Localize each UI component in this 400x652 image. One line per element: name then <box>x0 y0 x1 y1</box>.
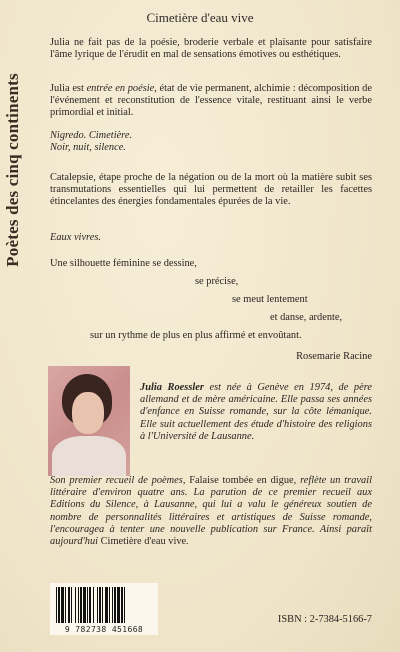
paragraph-3-line-2: Noir, nuit, silence. <box>50 142 126 154</box>
photo-body-shape <box>52 436 126 476</box>
paragraph-1: Julia ne fait pas de la poésie, broderie verbale et plaisante pour satisfaire l'âme lyrique de l'érudit en mal de sensations émotives ou esthétiques. <box>50 37 372 61</box>
paragraph-2-emphasis: entrée en poésie <box>86 83 155 94</box>
author-photo <box>48 366 130 476</box>
paragraph-4: Catalepsie, étape proche de la négation ou de la mort où la matière subit ses transmutations essentielles qui lui permettent de retailler les facettes étincelantes des énergies fondamentales épurées de la vie. <box>50 172 372 208</box>
photo-face-shape <box>72 392 104 434</box>
author-bio-2-middle: , reflète un travail littéraire d'environ quatre ans. La parution de ce premier recueil aux Editions du Silence, à Lausanne, qui lui a valu le généreux soutien de nombre de personnalités littéraires et artistiques de Suisse romande, l'encouragea à tenter une nouvelle publication sur France. Ainsi paraît aujourd'hui <box>50 475 372 548</box>
barcode <box>50 583 158 635</box>
author-name: Julia Roessler <box>140 382 204 393</box>
poem-line-2: se précise, <box>195 276 239 287</box>
paragraph-5: Eaux vivres. <box>50 232 101 243</box>
book-title: Cimetière d'eau vive <box>146 10 254 25</box>
poem-line-3: se meut lentement <box>232 294 308 305</box>
poem-line-5: sur un rythme de plus en plus affirmé et envoûtant. <box>90 330 302 341</box>
first-book-title: Falaise tombée en digue <box>189 475 294 486</box>
isbn: ISBN : 2-7384-5166-7 <box>277 614 372 625</box>
series-spine-label <box>2 20 24 320</box>
paragraph-2-start: Julia est <box>50 83 87 94</box>
poem-line-1: Une silhouette féminine se dessine, <box>50 258 197 269</box>
paragraph-2-end: , état de vie permanent, alchimie : décomposition de l'événement et reconstitution de l'essence vitale, restituant ainsi le verbe primordial et initial. <box>50 83 372 119</box>
poem-line-4: et danse, ardente, <box>270 312 343 323</box>
series-name: Poètes des cinq continents <box>3 73 22 267</box>
author-bio-1-text: est née à Genève en 1974, de père allemand et de mère américaine. Elle passa ses années d'enfance en Suisse romande, sur la côte lémanique. Elle suit actuellement des étude d'histoire des religions à l'Université de Lausanne. <box>140 382 372 442</box>
paragraph-3-line-1: Nigredo. Cimetière. <box>50 130 133 141</box>
author-bio-2-start: Son premier recueil de poèmes, <box>50 475 190 486</box>
author-bio-1 <box>140 382 372 443</box>
paragraph-2 <box>50 83 372 120</box>
current-book-title: Cimetière d'eau vive <box>100 536 187 548</box>
author-bio-2 <box>50 475 372 548</box>
barcode-number: 9 782738 451668 <box>64 625 144 634</box>
preface-signature: Rosemarie Racine <box>296 351 372 362</box>
paragraph-3 <box>50 130 372 154</box>
author-bio-2-end: . <box>186 536 189 548</box>
barcode-bars <box>56 587 152 623</box>
